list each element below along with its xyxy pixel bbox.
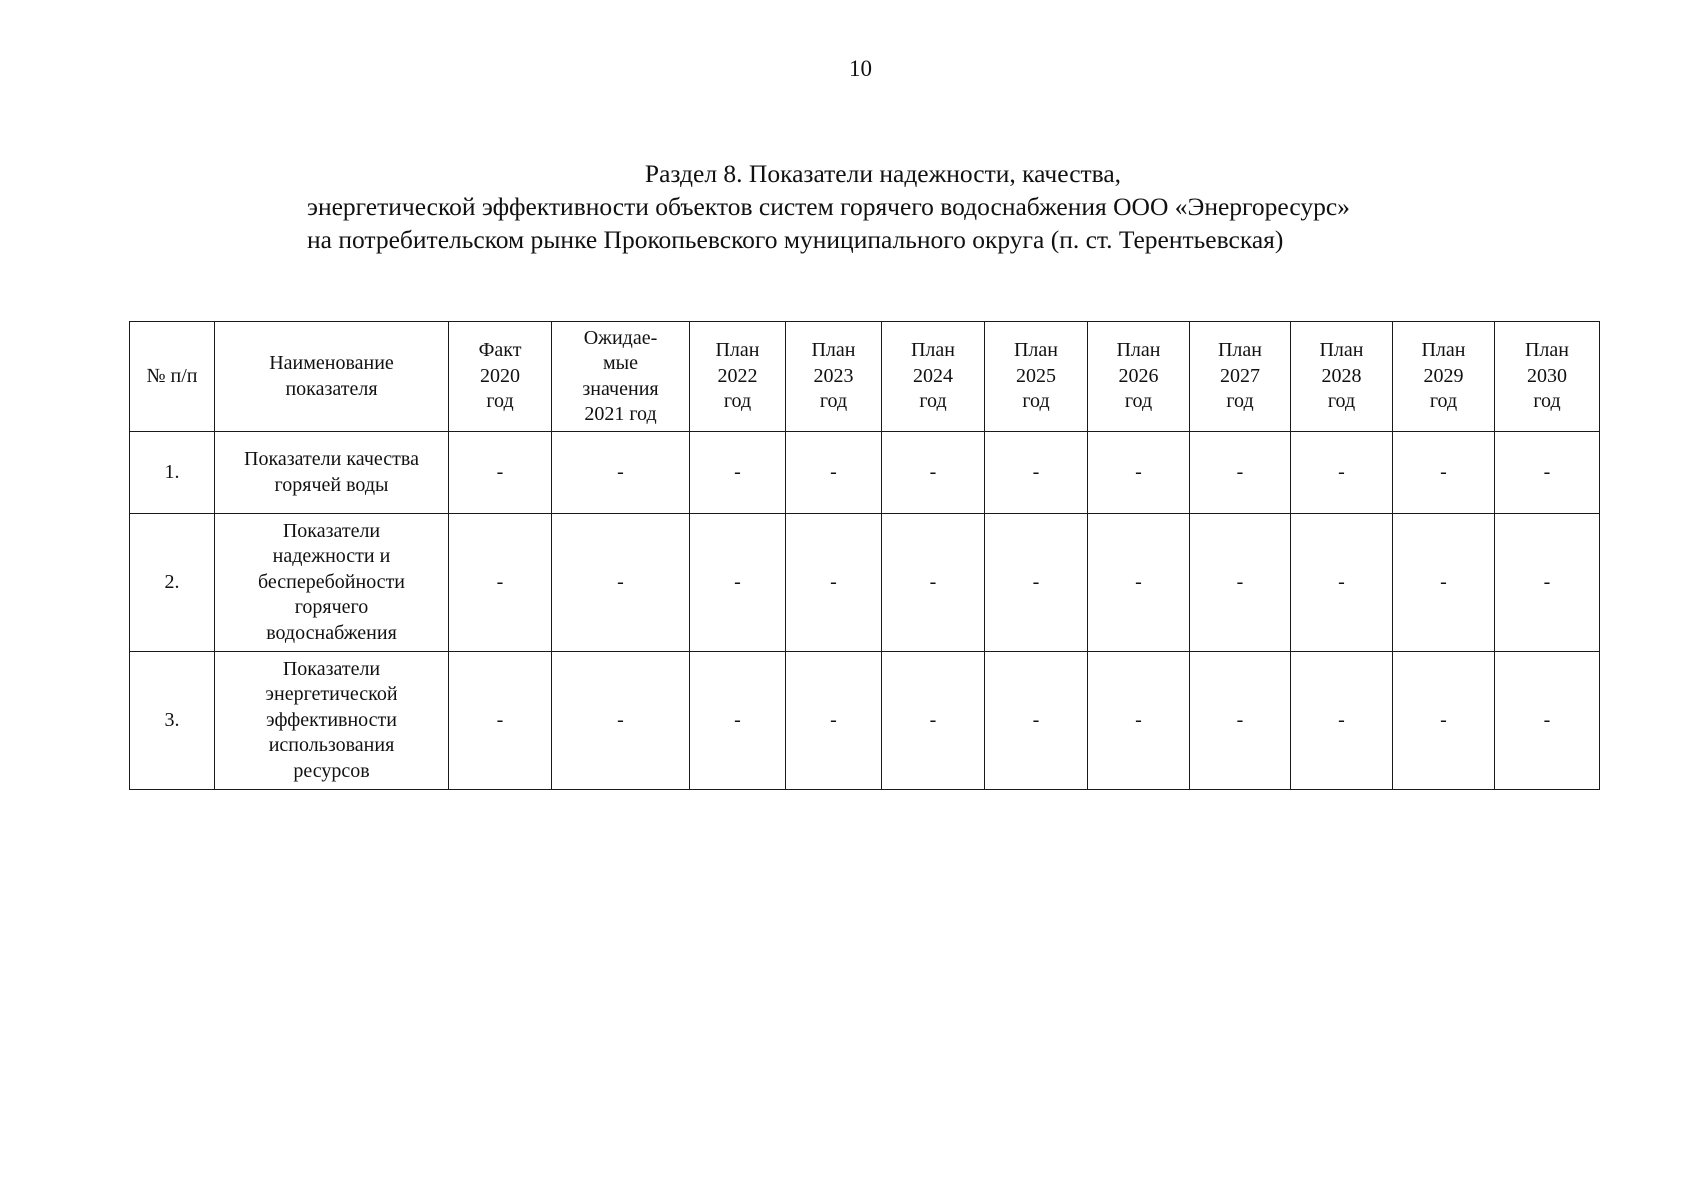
cell-plan-2026: - — [1088, 514, 1190, 652]
header-plan-2030: План 2030 год — [1495, 322, 1600, 432]
cell-plan-2023: - — [786, 432, 882, 514]
cell-plan-2028: - — [1291, 514, 1393, 652]
header-plan-2024: План 2024 год — [882, 322, 985, 432]
cell-fact-2020: - — [449, 514, 552, 652]
cell-expected-2021: - — [552, 514, 690, 652]
cell-plan-2028: - — [1291, 652, 1393, 790]
table-row — [130, 432, 1600, 514]
section-title-line-2: энергетической эффективности объектов систем горячего водоснабжения ООО «Энергоресурс» — [307, 192, 1350, 221]
row-number: 3. — [130, 652, 215, 790]
indicators-table — [129, 321, 1600, 790]
cell-plan-2022: - — [690, 514, 786, 652]
cell-plan-2029: - — [1393, 514, 1495, 652]
cell-plan-2024: - — [882, 652, 985, 790]
row-number: 2. — [130, 514, 215, 652]
row-indicator-name: Показатели энергетической эффективности использования ресурсов — [215, 652, 449, 790]
cell-plan-2025: - — [985, 652, 1088, 790]
row-indicator-name: Показатели надежности и бесперебойности горячего водоснабжения — [215, 514, 449, 652]
page-number: 10 — [849, 56, 872, 81]
header-plan-2026: План 2026 год — [1088, 322, 1190, 432]
section-title-line-3: на потребительском рынке Прокопьевского муниципального округа (п. ст. Терентьевская) — [307, 225, 1284, 254]
cell-plan-2025: - — [985, 514, 1088, 652]
cell-plan-2030: - — [1495, 514, 1600, 652]
cell-plan-2025: - — [985, 432, 1088, 514]
header-plan-2027: План 2027 год — [1190, 322, 1291, 432]
cell-fact-2020: - — [449, 432, 552, 514]
cell-plan-2022: - — [690, 652, 786, 790]
header-plan-2029: План 2029 год — [1393, 322, 1495, 432]
cell-expected-2021: - — [552, 432, 690, 514]
cell-plan-2028: - — [1291, 432, 1393, 514]
table-row — [130, 652, 1600, 790]
header-fact-2020: Факт 2020 год — [449, 322, 552, 432]
header-plan-2028: План 2028 год — [1291, 322, 1393, 432]
cell-plan-2026: - — [1088, 652, 1190, 790]
cell-plan-2023: - — [786, 514, 882, 652]
header-plan-2023: План 2023 год — [786, 322, 882, 432]
header-plan-2022: План 2022 год — [690, 322, 786, 432]
header-plan-2025: План 2025 год — [985, 322, 1088, 432]
section-title — [307, 157, 1467, 256]
cell-plan-2029: - — [1393, 432, 1495, 514]
cell-plan-2026: - — [1088, 432, 1190, 514]
cell-plan-2022: - — [690, 432, 786, 514]
row-indicator-name: Показатели качества горячей воды — [215, 432, 449, 514]
row-number: 1. — [130, 432, 215, 514]
header-indicator-name: Наименование показателя — [215, 322, 449, 432]
cell-plan-2023: - — [786, 652, 882, 790]
table-row — [130, 514, 1600, 652]
cell-plan-2024: - — [882, 432, 985, 514]
cell-plan-2027: - — [1190, 514, 1291, 652]
section-title-line-1: Раздел 8. Показатели надежности, качества, — [644, 159, 1122, 188]
header-expected-2021: Ожидае- мые значения 2021 год — [552, 322, 690, 432]
cell-fact-2020: - — [449, 652, 552, 790]
cell-plan-2030: - — [1495, 652, 1600, 790]
header-number: № п/п — [130, 322, 215, 432]
cell-plan-2029: - — [1393, 652, 1495, 790]
cell-plan-2030: - — [1495, 432, 1600, 514]
table-header-row — [130, 322, 1600, 432]
cell-plan-2027: - — [1190, 652, 1291, 790]
cell-plan-2024: - — [882, 514, 985, 652]
cell-expected-2021: - — [552, 652, 690, 790]
cell-plan-2027: - — [1190, 432, 1291, 514]
